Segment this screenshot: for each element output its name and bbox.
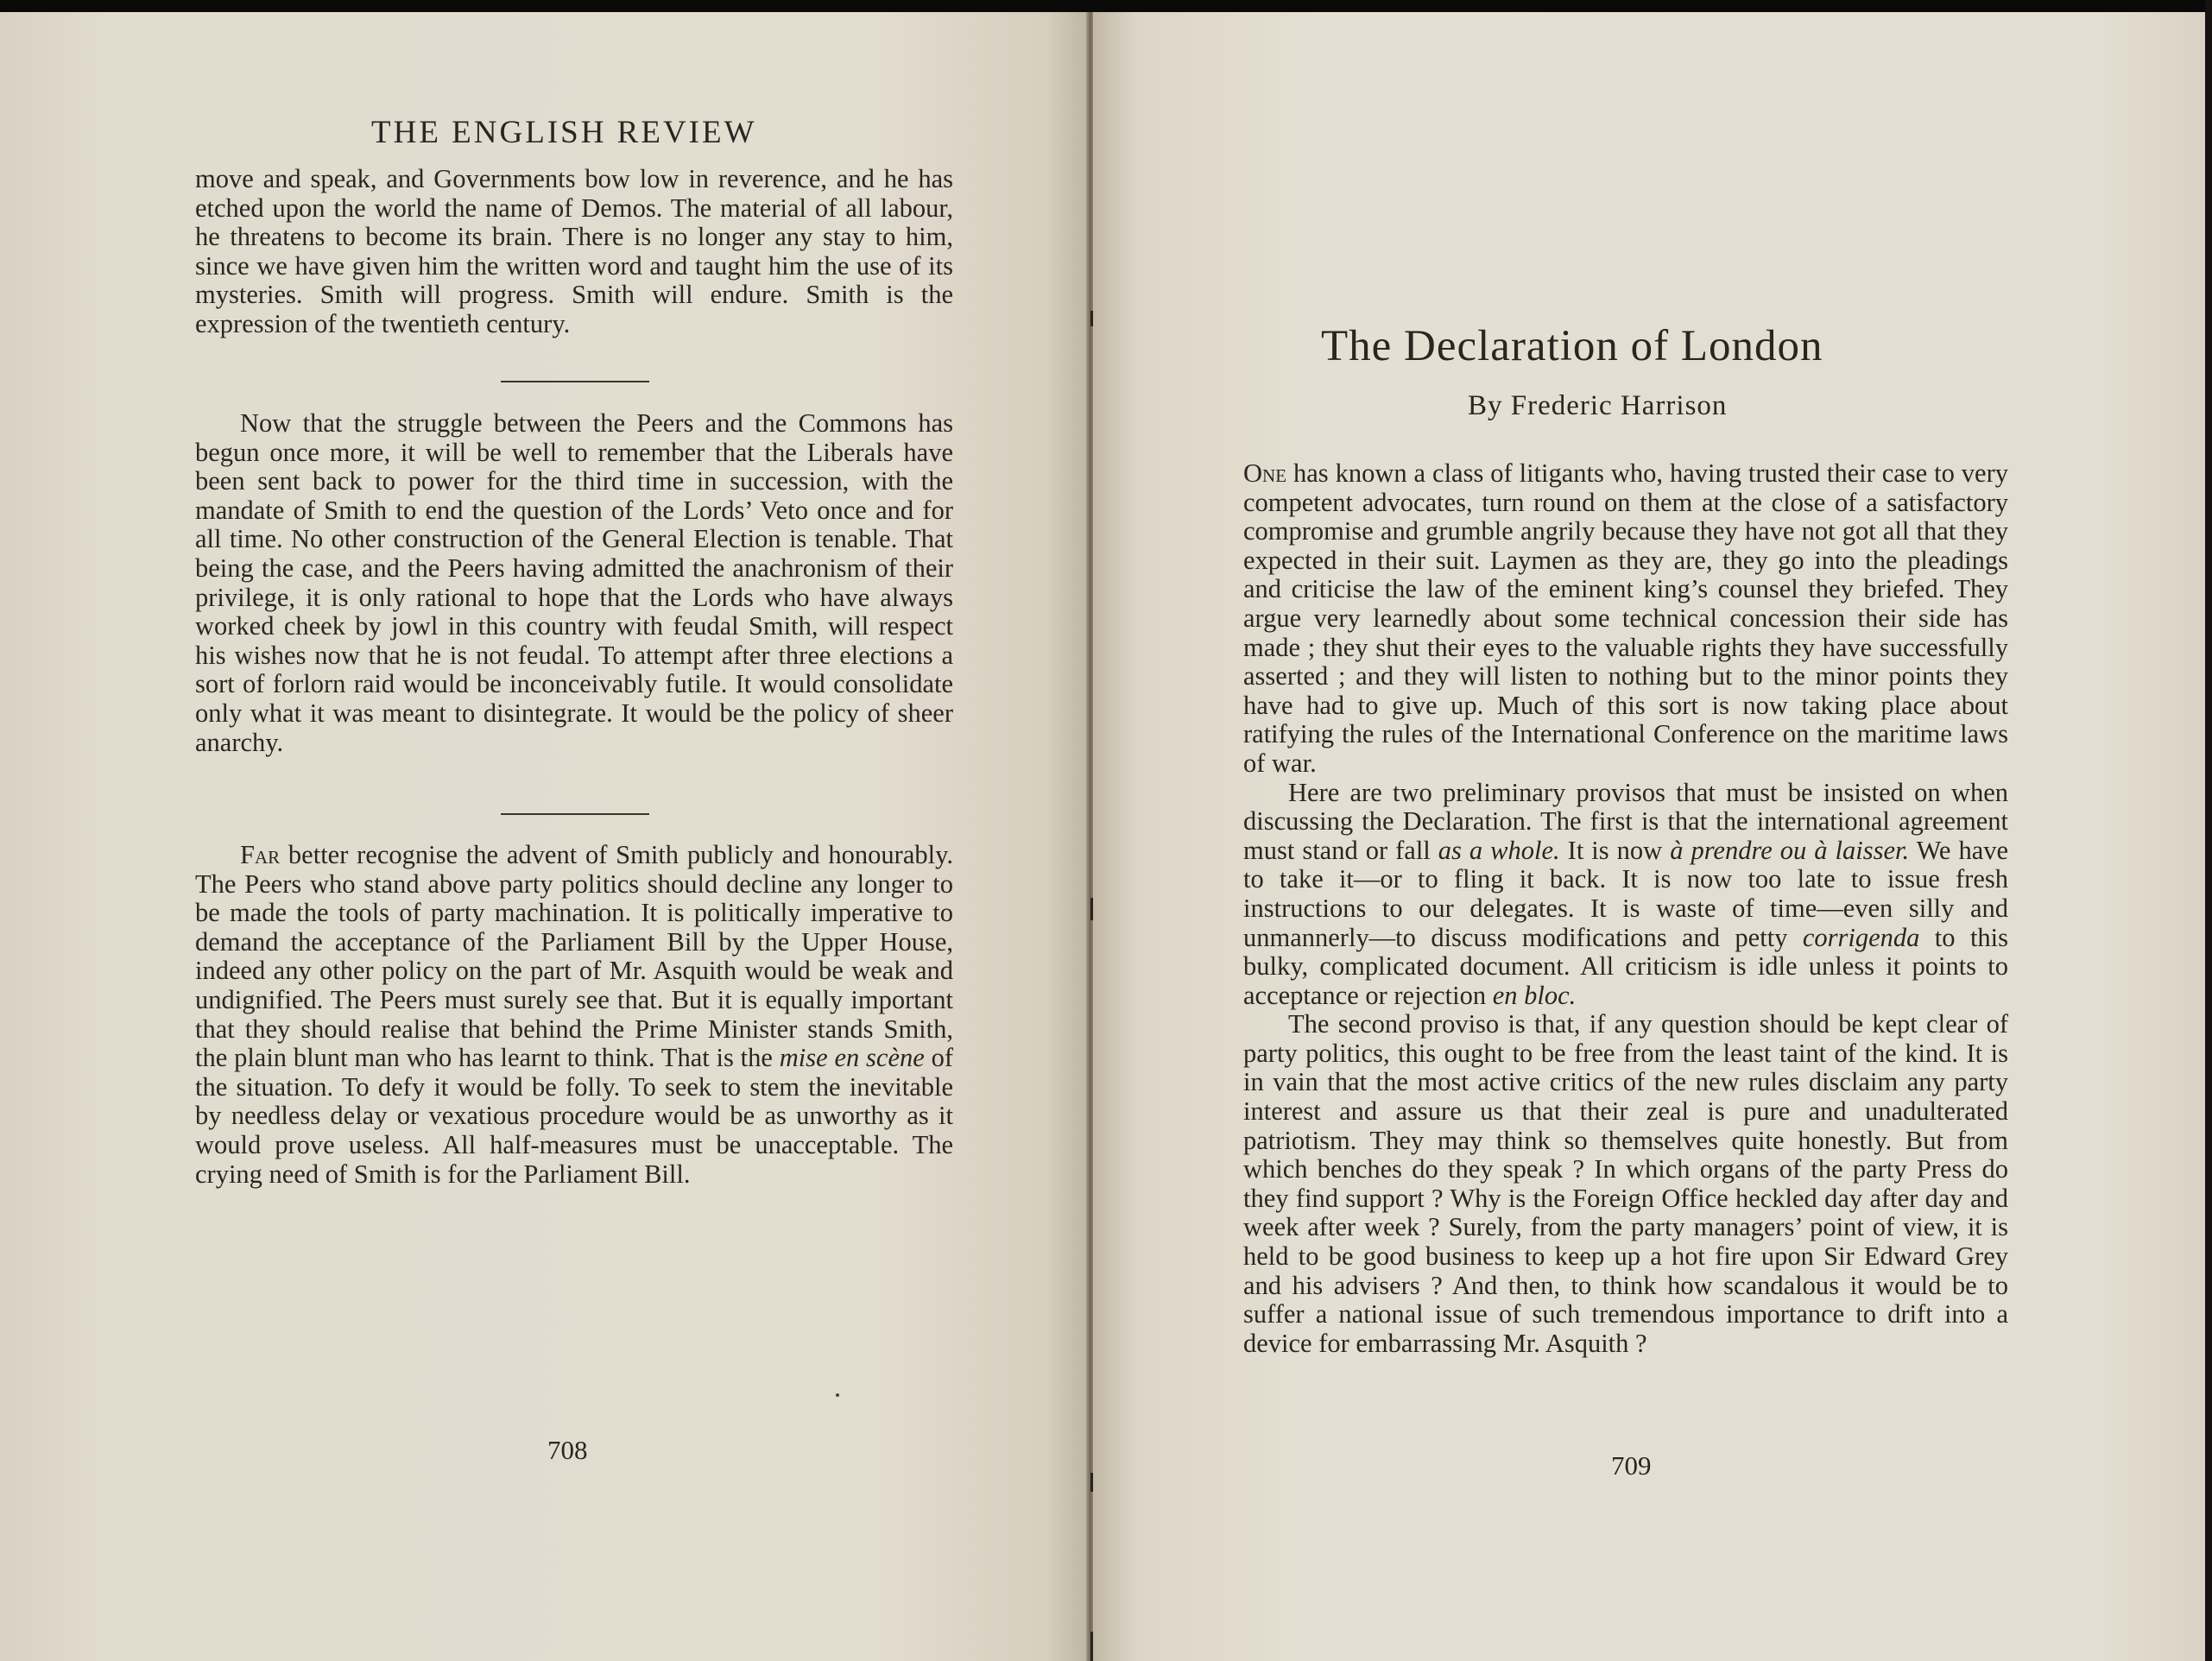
- italic-phrase: mise en scène: [779, 1043, 925, 1073]
- scan-border-right: [2205, 0, 2212, 1661]
- italic-phrase: à prendre ou à laisser.: [1670, 835, 1910, 865]
- running-head: THE ENGLISH REVIEW: [371, 115, 757, 150]
- paper-speck: [836, 1393, 839, 1397]
- lead-word: Far: [240, 840, 281, 869]
- page-number: 708: [547, 1435, 588, 1465]
- page-number: 709: [1611, 1450, 1652, 1481]
- paragraph-provisos: Here are two preliminary provisos that must be insisted on when discussing the Declaration. The first is that the international agreement must stand or fall as a whole. It is now à prendre ou à laisser. We have to take it—or to fling it back. It is now too late to issue fresh instructions to our delegates. It is waste of time—even silly and unmannerly—to discuss modifications and petty corrigenda to this bulky, complicated document. All criticism is idle unless it points to acceptance or rejection en bloc.: [1243, 777, 2009, 1010]
- lead-word: One: [1243, 458, 1287, 488]
- paragraph-text: move and speak, and Governments bow low in reverence, and he has etched upon the world the name of Demos. The material of all labour, he threatens to become its brain. There is no longer any stay to him, since we have given him the written word and taught him the use of its mysteries. Smith will progress. Smith will endure. Smith is the expression of the twentieth century.: [195, 164, 953, 338]
- section-divider: [501, 813, 649, 815]
- paragraph-text: of the situation. To defy it would be folly. To seek to stem the inevitable by needless delay or vexatious procedure would be as unworthy as it would prove useless. All half-measures must be unacceptable. The crying need of Smith is for the Parliament Bill.: [195, 1043, 953, 1189]
- paragraph-text: better recognise the advent of Smith publicly and honourably. The Peers who stand above party politics should decline any longer to be made the tools of party machination. It is politically imperative to demand the acceptance of the Parliament Bill by the Upper House, indeed any other policy on the part of Mr. Asquith would be weak and undignified. The Peers must surely see that. But it is equally important that they should realise that behind the Prime Minister stands Smith, the plain blunt man who has learnt to think. That is the: [195, 840, 953, 1073]
- italic-phrase: as a whole.: [1438, 835, 1560, 865]
- italic-phrase: corrigenda: [1802, 922, 1920, 952]
- paragraph-text: has known a class of litigants who, having trusted their case to very competent advocates, turn round on them at the close of a satisfactory compromise and grumble angrily because they have not got all that they expected in their suit. Laymen as they are, they go into the pleadings and criticise the law of the eminent king’s counsel they briefed. They argue very learnedly about some technical concession their side has made ; they shut their eyes to the valuable rights they have successfully asserted ; and they will listen to nothing but to the minor points they have had to give up. Much of this sort is now taking place about ratifying the rules of the International Conference on the maritime laws of war.: [1243, 458, 2008, 778]
- paragraph-continuation: [195, 165, 953, 339]
- article-byline: By Frederic Harrison: [1468, 390, 1728, 421]
- section-divider: [501, 381, 649, 382]
- paragraph-peers-commons: [195, 409, 953, 757]
- italic-phrase: en bloc.: [1492, 980, 1577, 1010]
- paragraph-far-better: [195, 841, 953, 1189]
- article-body: [1243, 459, 2008, 1358]
- left-page: [0, 12, 1090, 1661]
- article-title: The Declaration of London: [1321, 322, 1823, 370]
- paragraph-second-proviso: The second proviso is that, if any question should be kept clear of party politics, this ought to be free from the least taint of the kind. It is in vain that the most active critics of the new rules disclaim any party interest and assure us that their zeal is pure and unadulterated patriotism. They may think so themselves quite honestly. But from which benches do they speak ? In which organs of the party Press do they find support ? Why is the Foreign Office heckled day after day and week after week ? Surely, from the party managers’ point of view, it is held to be good business to keep up a hot fire upon Sir Edward Grey and his advisers ? And then, to think how scandalous it would be to suffer a national issue of such tremendous importance to drift into a device for embarrassing Mr. Asquith ?: [1243, 1009, 2008, 1358]
- paragraph-text: Now that the struggle between the Peers and the Commons has begun once more, it will be well to remember that the Liberals have been sent back to power for the third time in succession, with the mandate of Smith to end the question of the Lords’ Veto once and for all time. No other construction of the General Election is tenable. That being the case, and the Peers having admitted the anachronism of their privilege, it is only rational to hope that the Lords who have always worked cheek by jowl in this country with feudal Smith, will respect his wishes now that he is not feudal. To attempt after three elections a sort of forlorn raid would be inconceivably futile. It would consolidate only what it was meant to disintegrate. It would be the policy of sheer anarchy.: [195, 408, 953, 757]
